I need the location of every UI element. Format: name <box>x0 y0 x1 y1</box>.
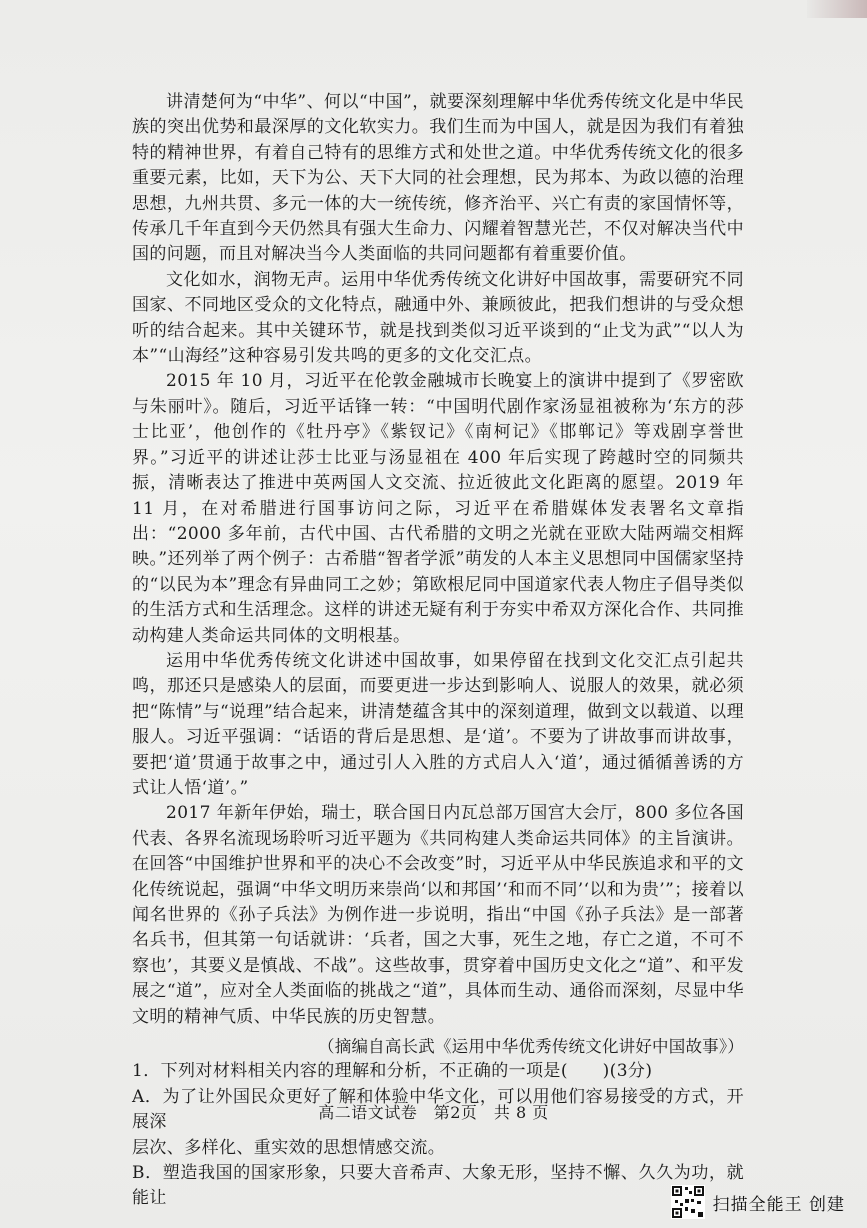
source-citation: （摘编自高长武《运用中华优秀传统文化讲好中国故事》） <box>318 1037 744 1057</box>
option-b: B．塑造我国的国家形象，只要大音希声、大象无形，坚持不懈、久久为功，就能让 <box>132 1163 744 1209</box>
scanner-label: 扫描全能王 创建 <box>712 1194 845 1215</box>
qr-code-icon <box>671 1185 705 1219</box>
paragraph: 文化如水，润物无声。运用中华优秀传统文化讲好中国故事，需要研究不同国家、不同地区受众的文化特点，融通中外、兼顾彼此，把我们想讲的与受众想听的结合起来。其中关键环节，就是找到类似习近平谈到的“止戈为武”“以人为本”“山海经”这种容易引发共鸣的更多的文化交汇点。 <box>132 269 744 367</box>
paragraph: 2017 年新年伊始，瑞士，联合国日内瓦总部万国宫大会厅，800 多位各国代表、各界名流现场聆听习近平题为《共同构建人类命运共同体》的主旨演讲。在回答“中国维护世界和平的决心不会改变”时，习近平从中华民族追求和平的文化传统说起，强调“中华文明历来崇尚‘以和邦国’‘和而不同’‘以和为贵’”；接着以闻名世界的《孙子兵法》为例作进一步说明，指出“中国《孙子兵法》是一部著名兵书，但其第一句话就讲：‘兵者，国之大事，死生之地，存亡之道，不可不察也’，其要义是慎战、不战”。这些故事，贯穿着中国历史文化之“道”、和平发展之“道”，应对全人类面临的挑战之“道”，具体而生动、通俗而深刻，尽显中华文明的精神气质、中华民族的历史智慧。 <box>132 803 744 1027</box>
scanner-watermark <box>671 1185 845 1219</box>
paragraph: 讲清楚何为“中华”、何以“中国”，就要深刻理解中华优秀传统文化是中华民族的突出优势和最深厚的文化软实力。我们生而为中国人，就是因为我们有着独特的精神世界，有着自己特有的思维方式和处世之道。中华优秀传统文化的很多重要元素，比如，天下为公、天下大同的社会理想，民为邦本、为政以德的治理思想，九州共贯、多元一体的大一统传统，修齐治平、兴亡有责的家国情怀等，传承几千年直到今天仍然具有强大生命力、闪耀着智慧光芒，不仅对解决当代中国的问题，而且对解决当今人类面临的共同问题都有着重要价值。 <box>132 92 744 265</box>
page-footer: 高二语文试卷 第2页 共 8 页 <box>318 1103 549 1122</box>
question-stem: 1．下列对材料相关内容的理解和分析，不正确的一项是( )(3分) <box>132 1061 653 1082</box>
scan-edge-mark <box>807 0 867 18</box>
option-a: A．为了让外国民众更好了解和体验中华文化，可以用他们容易接受的方式，开展深 <box>132 1086 744 1133</box>
option-a-continued: 层次、多样化、重实效的思想情感交流。 <box>132 1137 446 1158</box>
paragraph: 运用中华优秀传统文化讲述中国故事，如果停留在找到文化交汇点引起共鸣，那还只是感染人的层面，而要更进一步达到影响人、说服人的效果，就必须把“陈情”与“说理”结合起来，讲清楚蕴含其中的深刻道理，做到文以载道、以理服人。习近平强调：“话语的背后是思想、是‘道’。不要为了讲故事而讲故事，要把‘道’贯通于故事之中，通过引人入胜的方式启人入‘道’，通过循循善诱的方式让人悟‘道’。” <box>132 650 744 798</box>
passage-body <box>132 90 744 1212</box>
paragraph: 2015 年 10 月，习近平在伦敦金融城市长晚宴上的演讲中提到了《罗密欧与朱丽叶》。随后，习近平话锋一转：“中国明代剧作家汤显祖被称为‘东方的莎士比亚’，他创作的《牡丹亭》《紫钗记》《南柯记》《邯郸记》等戏剧享誉世界。”习近平的讲述让莎士比亚与汤显祖在 400 年后实现了跨越时空的同频共振，清晰表达了推进中英两国人文交流、拉近彼此文化距离的愿望。2019 年 11 月，在对希腊进行国事访问之际，习近平在希腊媒体发表署名文章指出：“2000 多年前，古代中国、古代希腊的文明之光就在亚欧大陆两端交相辉映。”还列举了两个例子：古希腊“智者学派”萌发的人本主义思想同中国儒家坚持的“以民为本”理念有异曲同工之妙；第欧根尼同中国道家代表人物庄子倡导类似的生活方式和生活理念。这样的讲述无疑有利于夯实中希双方深化合作、共同推动构建人类命运共同体的文明根基。 <box>132 371 744 646</box>
